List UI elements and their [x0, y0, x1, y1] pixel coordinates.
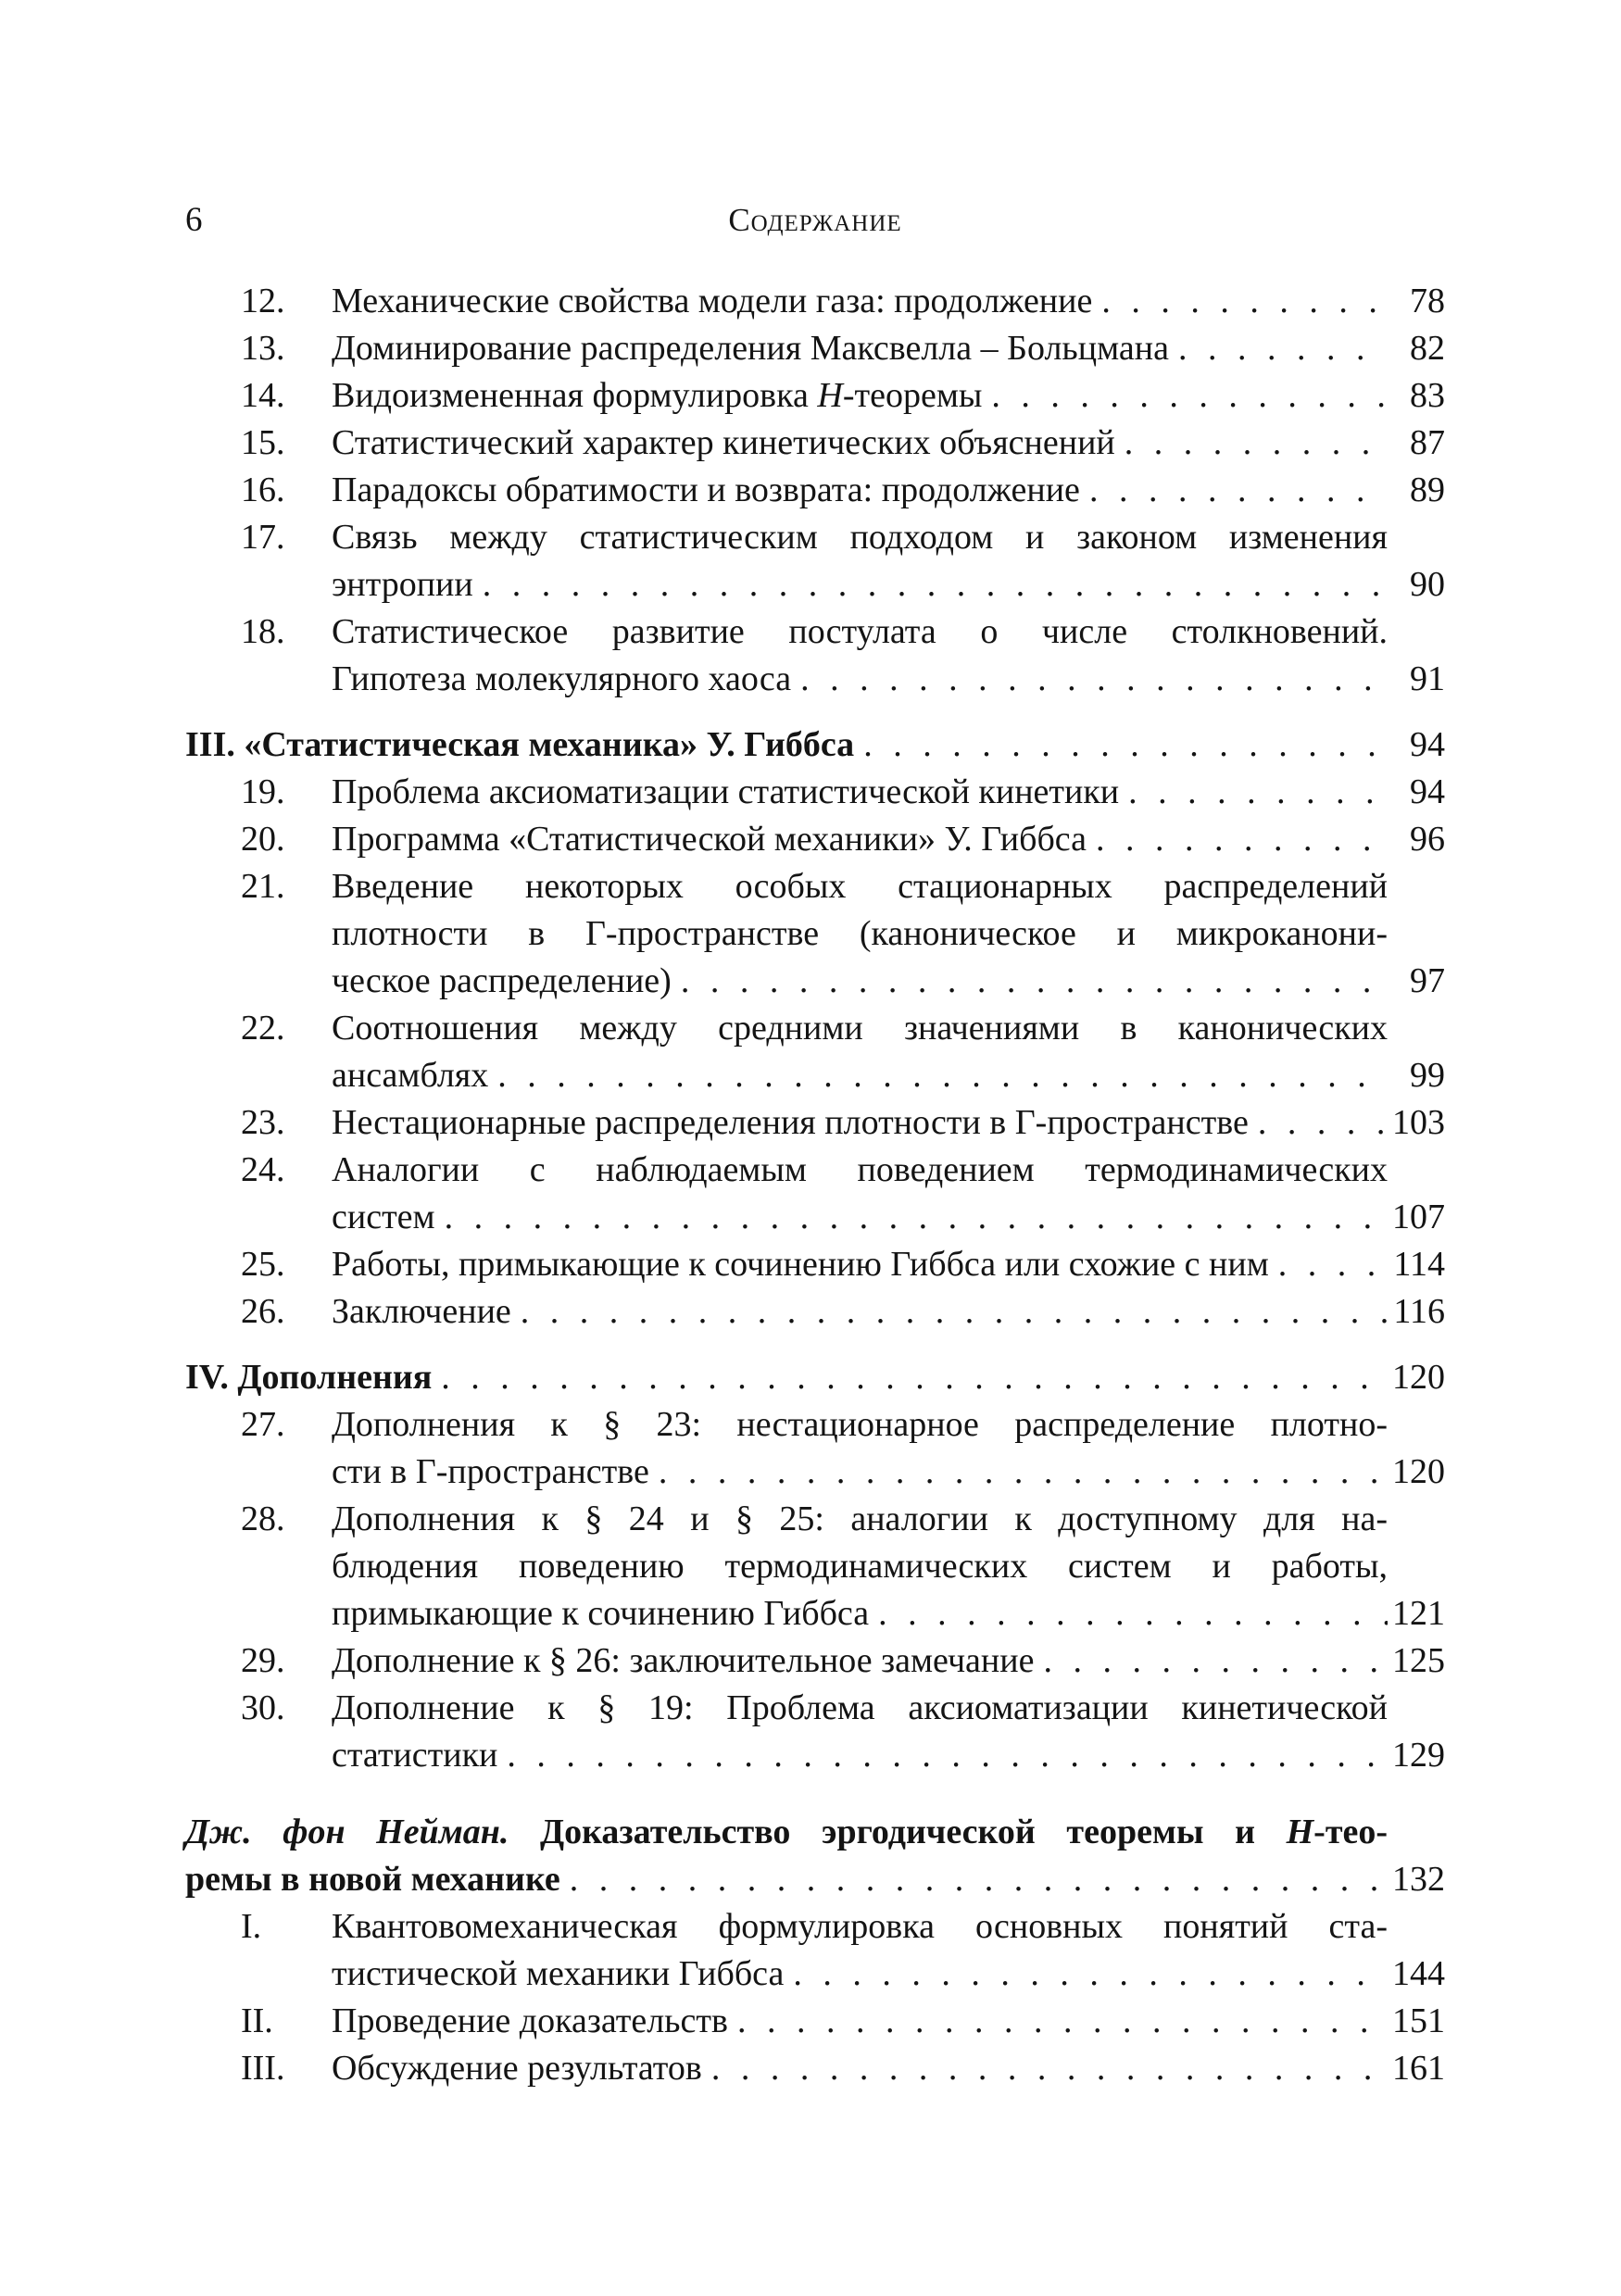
- toc-entry[interactable]: [185, 1241, 1445, 1288]
- entry-number: 18.: [241, 612, 285, 651]
- toc-entry[interactable]: [185, 1903, 1445, 1998]
- neumann-title-end: ремы в новой механике: [185, 1860, 560, 1899]
- entry-title-line: Доминирование распределения Максвелла – Больцмана: [332, 329, 1169, 368]
- entry-title-line: ческое распределение): [332, 961, 672, 1000]
- entry-title: [332, 420, 1445, 467]
- entry-number: 26.: [241, 1292, 285, 1331]
- entry-page: 161: [1392, 2049, 1445, 2088]
- toc-entry[interactable]: [185, 1496, 1445, 1637]
- part-3-title: III. «Статистическая механика» У. Гиббса: [185, 725, 855, 764]
- entry-title: [332, 372, 1445, 420]
- toc-entry[interactable]: [185, 769, 1445, 816]
- toc-entry[interactable]: [185, 278, 1445, 325]
- entry-title-line: Соотношения между средними значениями в канонических: [332, 1009, 1388, 1048]
- toc-group-neumann: [185, 1903, 1445, 2092]
- entry-title: [332, 863, 1445, 1005]
- toc-entry[interactable]: [185, 1685, 1445, 1779]
- entry-title-line: Работы, примыкающие к сочинению Гиббса или схожие с ним: [332, 1245, 1269, 1284]
- entry-last-line: [332, 1998, 1445, 2045]
- toc-entry[interactable]: [185, 1401, 1445, 1496]
- toc-entry[interactable]: [185, 2045, 1445, 2092]
- entry-title: [332, 325, 1445, 372]
- neumann-title-line-2: [185, 1856, 1445, 1903]
- entry-last-line: [332, 1732, 1445, 1779]
- entry-title: [332, 1685, 1445, 1779]
- toc-entry[interactable]: [185, 1005, 1445, 1099]
- entry-last-line: [332, 561, 1445, 609]
- entry-page: 114: [1393, 1245, 1445, 1284]
- page-number: 6: [185, 201, 203, 239]
- dot-leader: [473, 561, 1388, 609]
- entry-last-line: [332, 1637, 1445, 1685]
- dot-leader: [1249, 1099, 1388, 1147]
- dot-leader: [869, 1590, 1388, 1637]
- toc-entry[interactable]: [185, 1147, 1445, 1241]
- entry-title: [332, 1288, 1445, 1336]
- dot-leader: [1115, 420, 1388, 467]
- entry-last-line: [332, 325, 1445, 372]
- toc-entry[interactable]: [185, 1998, 1445, 2045]
- entry-number: I.: [241, 1907, 262, 1946]
- entry-number: 17.: [241, 518, 285, 557]
- toc-entry[interactable]: [185, 1288, 1445, 1336]
- entry-number: 14.: [241, 376, 285, 415]
- toc-entry[interactable]: [185, 514, 1445, 609]
- entry-title: [332, 1241, 1445, 1288]
- dot-leader: [791, 656, 1388, 703]
- part-4-page: 120: [1392, 1358, 1445, 1397]
- entry-title-line: Гипотеза молекулярного хаоса: [332, 659, 792, 698]
- entry-title-line: Обсуждение результатов: [332, 2049, 702, 2088]
- entry-title: [332, 816, 1445, 863]
- entry-title-line: Программа «Статистической механики» У. Гиббса: [332, 820, 1087, 859]
- entry-last-line: [332, 467, 1445, 514]
- entry-title-line: Дополнение к § 19: Проблема аксиоматизации кинетической: [332, 1688, 1388, 1727]
- part-4-title: IV. Дополнения: [185, 1358, 433, 1397]
- entry-title-line: Нестационарные распределения плотности в Г-пространстве: [332, 1103, 1249, 1142]
- entry-title: [332, 1998, 1445, 2045]
- entry-title: [332, 1637, 1445, 1685]
- entry-title-line: систем: [332, 1198, 435, 1236]
- entry-page: 121: [1392, 1594, 1445, 1633]
- entry-number: 13.: [241, 329, 285, 368]
- toc-part-3[interactable]: [185, 721, 1445, 769]
- entry-page: 90: [1410, 565, 1445, 604]
- entry-number: 20.: [241, 820, 285, 859]
- entry-page: 89: [1410, 470, 1445, 509]
- entry-title: [332, 467, 1445, 514]
- entry-last-line: [332, 1288, 1445, 1336]
- entry-title: [332, 1147, 1445, 1241]
- toc-group-part4: [185, 1401, 1445, 1779]
- entry-title-line: примыкающие к сочинению Гиббса: [332, 1594, 870, 1633]
- toc-group-part3: [185, 769, 1445, 1336]
- entry-last-line: [332, 372, 1445, 420]
- toc-entry[interactable]: [185, 609, 1445, 703]
- entry-page: 87: [1410, 423, 1445, 462]
- toc-entry[interactable]: [185, 816, 1445, 863]
- entry-title-line: плотности в Г-пространстве (каноническое и микроканони-: [332, 914, 1388, 953]
- neumann-title-start: Доказательство эргодической теоремы и H-тео-: [539, 1813, 1389, 1851]
- toc-entry[interactable]: [185, 372, 1445, 420]
- entry-page: 78: [1410, 282, 1445, 320]
- dot-leader: [1080, 467, 1388, 514]
- entry-last-line: [332, 1590, 1445, 1637]
- entry-page: 116: [1393, 1292, 1445, 1331]
- entry-number: 28.: [241, 1499, 285, 1538]
- entry-page: 151: [1392, 2001, 1445, 2040]
- entry-title-line: Механические свойства модели газа: продолжение: [332, 282, 1093, 320]
- entry-page: 83: [1410, 376, 1445, 415]
- entry-title: [332, 1005, 1445, 1099]
- entry-title: [332, 1903, 1445, 1998]
- entry-title-line: Дополнения к § 24 и § 25: аналогии к доступному для на-: [332, 1499, 1388, 1538]
- entry-title-line: Проблема аксиоматизации статистической кинетики: [332, 772, 1120, 811]
- dot-leader: [1034, 1637, 1388, 1685]
- toc-entry[interactable]: [185, 1637, 1445, 1685]
- entry-last-line: [332, 2045, 1445, 2092]
- entry-title-line: Связь между статистическим подходом и законом изменения: [332, 518, 1388, 557]
- entry-page: 99: [1410, 1056, 1445, 1095]
- dot-leader: [1169, 325, 1388, 372]
- entry-number: 19.: [241, 772, 285, 811]
- entry-number: II.: [241, 2001, 273, 2040]
- toc-neumann-article[interactable]: [185, 1809, 1445, 1903]
- entry-title-line: блюдения поведению термодинамических систем и работы,: [332, 1547, 1388, 1586]
- entry-last-line: [332, 1241, 1445, 1288]
- entry-last-line: [332, 1951, 1445, 1998]
- entry-page: 96: [1410, 820, 1445, 859]
- entry-last-line: [332, 1099, 1445, 1147]
- entry-title: [332, 1099, 1445, 1147]
- entry-title: [332, 609, 1445, 703]
- dot-leader: [435, 1194, 1388, 1241]
- entry-page: 107: [1392, 1198, 1445, 1236]
- entry-number: 30.: [241, 1688, 285, 1727]
- dot-leader: [854, 721, 1388, 769]
- entry-number: 21.: [241, 867, 285, 906]
- entry-title-line: Заключение: [332, 1292, 511, 1331]
- table-of-contents: [185, 278, 1445, 2092]
- entry-page: 82: [1410, 329, 1445, 368]
- dot-leader: [649, 1449, 1388, 1496]
- entry-number: 25.: [241, 1245, 285, 1284]
- entry-number: III.: [241, 2049, 285, 2088]
- dot-leader: [1092, 278, 1388, 325]
- neumann-page: 132: [1392, 1860, 1445, 1899]
- entry-last-line: [332, 1052, 1445, 1099]
- dot-leader: [511, 1288, 1388, 1336]
- entry-title-line: Парадоксы обратимости и возврата: продолжение: [332, 470, 1080, 509]
- entry-title-line: тистической механики Гиббса: [332, 1954, 785, 1993]
- entry-number: 15.: [241, 423, 285, 462]
- entry-page: 120: [1392, 1452, 1445, 1491]
- entry-title-line: Статистический характер кинетических объяснений: [332, 423, 1115, 462]
- entry-title-line: Проведение доказательств: [332, 2001, 728, 2040]
- entry-title-line: Аналогии с наблюдаемым поведением термодинамических: [332, 1150, 1388, 1189]
- entry-title: [332, 769, 1445, 816]
- entry-last-line: [332, 769, 1445, 816]
- entry-title-line: энтропии: [332, 565, 473, 604]
- entry-title: [332, 514, 1445, 609]
- entry-last-line: [332, 1194, 1445, 1241]
- toc-entry[interactable]: [185, 467, 1445, 514]
- dot-leader: [497, 1732, 1388, 1779]
- dot-leader: [702, 2045, 1388, 2092]
- entry-title-line: Видоизмененная формулировка H-теоремы: [332, 376, 983, 415]
- dot-leader: [560, 1856, 1388, 1903]
- entry-last-line: [332, 420, 1445, 467]
- entry-page: 129: [1392, 1736, 1445, 1775]
- entry-number: 24.: [241, 1150, 285, 1189]
- entry-title: [332, 2045, 1445, 2092]
- entry-page: 144: [1392, 1954, 1445, 1993]
- entry-title-line: Введение некоторых особых стационарных распределений: [332, 867, 1388, 906]
- entry-title: [332, 1496, 1445, 1637]
- page-title: Содержание: [728, 202, 902, 238]
- entry-title: [332, 1401, 1445, 1496]
- dot-leader: [1269, 1241, 1388, 1288]
- toc-entry[interactable]: [185, 1099, 1445, 1147]
- dot-leader: [728, 1998, 1388, 2045]
- dot-leader: [432, 1354, 1388, 1401]
- entry-number: 23.: [241, 1103, 285, 1142]
- toc-part-4[interactable]: [185, 1354, 1445, 1401]
- dot-leader: [784, 1951, 1388, 1998]
- entry-page: 91: [1410, 659, 1445, 698]
- entry-number: 16.: [241, 470, 285, 509]
- entry-last-line: [332, 1449, 1445, 1496]
- entry-number: 22.: [241, 1009, 285, 1048]
- entry-page: 97: [1410, 961, 1445, 1000]
- entry-last-line: [332, 278, 1445, 325]
- entry-page: 125: [1392, 1641, 1445, 1680]
- entry-title: [332, 278, 1445, 325]
- dot-leader: [1119, 769, 1388, 816]
- entry-title-line: Дополнения к § 23: нестационарное распределение плотно-: [332, 1405, 1388, 1444]
- entry-number: 27.: [241, 1405, 285, 1444]
- entry-number: 29.: [241, 1641, 285, 1680]
- neumann-author: Дж. фон Нейман.: [185, 1813, 509, 1851]
- toc-group-part2-cont: [185, 278, 1445, 703]
- entry-title-line: ансамблях: [332, 1056, 489, 1095]
- entry-title-line: статистики: [332, 1736, 498, 1775]
- entry-last-line: [332, 958, 1445, 1005]
- entry-title-line: Дополнение к § 26: заключительное замечание: [332, 1641, 1035, 1680]
- entry-last-line: [332, 816, 1445, 863]
- entry-title-line: Статистическое развитие постулата о числе столкновений.: [332, 612, 1388, 651]
- entry-number: 12.: [241, 282, 285, 320]
- toc-entry[interactable]: [185, 420, 1445, 467]
- entry-title-line: Квантовомеханическая формулировка основных понятий ста-: [332, 1907, 1388, 1946]
- dot-leader: [1087, 816, 1388, 863]
- running-head: [185, 193, 1445, 248]
- neumann-title-line-1: [185, 1809, 1445, 1856]
- toc-entry[interactable]: [185, 863, 1445, 1005]
- entry-page: 103: [1392, 1103, 1445, 1142]
- toc-entry[interactable]: [185, 325, 1445, 372]
- dot-leader: [488, 1052, 1388, 1099]
- entry-title-line: сти в Г-пространстве: [332, 1452, 649, 1491]
- dot-leader: [982, 372, 1388, 420]
- entry-page: 94: [1410, 772, 1445, 811]
- dot-leader: [672, 958, 1388, 1005]
- entry-last-line: [332, 656, 1445, 703]
- part-3-page: 94: [1410, 725, 1445, 764]
